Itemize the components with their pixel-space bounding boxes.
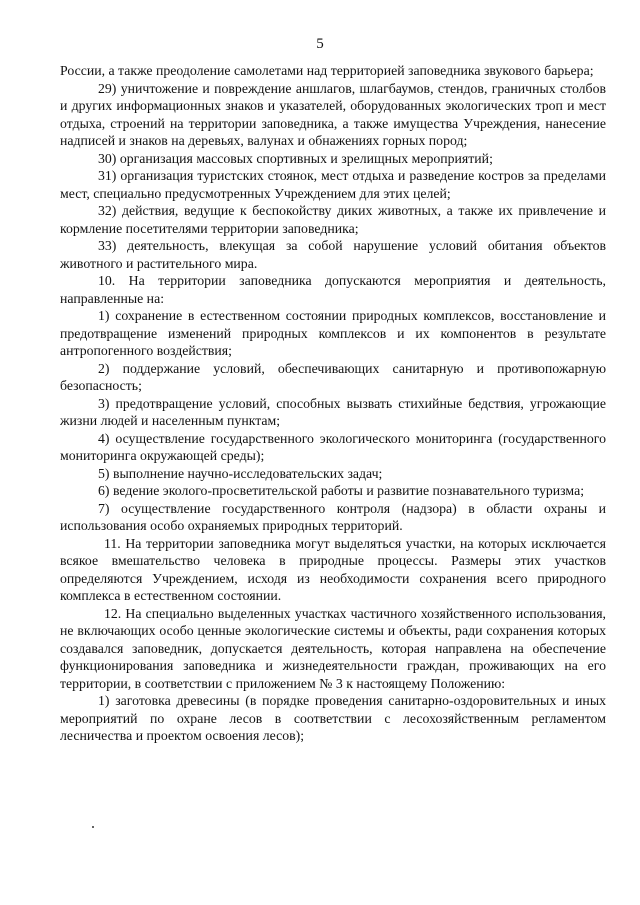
section-10: 10. На территории заповедника допускаются мероприятия и деятельность, направленные на: — [60, 273, 606, 306]
section-10-item-1: 1) сохранение в естественном состоянии природных комплексов, восстановление и предотвращение изменений природных комплексов и их компонентов в результате антропогенного воздействия; — [60, 308, 606, 358]
list-item-32: 32) действия, ведущие к беспокойству диких животных, а также их привлечение и кормление посетителями территории заповедника; — [60, 203, 606, 236]
page-number: 5 — [316, 36, 324, 52]
section-10-item-4: 4) осуществление государственного экологического мониторинга (государственного мониторинга окружающей среды); — [60, 430, 606, 463]
list-item-33: 33) деятельность, влекущая за собой нарушение условий обитания объектов животного и растительного мира. — [60, 238, 606, 271]
section-12: 12. На специально выделенных участках частичного хозяйственного использования, не включающих особо ценные экологические системы и объекты, ради сохранения которых создавался заповедник, допускается деятельность, которая направлена на обеспечение функционирования заповедника и жизнедеятельности граждан, проживающих на его территории, в соответствии с приложением № 3 к настоящему Положению: — [60, 605, 606, 691]
section-10-item-3: 3) предотвращение условий, способных вызвать стихийные бедствия, угрожающие жизни людей и населенным пунктам; — [60, 395, 606, 428]
section-10-item-5: 5) выполнение научно-исследовательских задач; — [98, 465, 383, 481]
section-12-item-1: 1) заготовка древесины (в порядке проведения санитарно-оздоровительных и иных мероприятий по охране лесов в соответствии с лесохозяйственным регламентом лесничества и проектом освоения лесов); — [60, 693, 606, 743]
section-10-item-7: 7) осуществление государственного контроля (надзора) в области охраны и использования особо охраняемых природных территорий. — [60, 500, 606, 533]
document-body — [60, 62, 606, 745]
paragraph-continuation: России, а также преодоление самолетами над территорией заповедника звукового барьера; — [60, 63, 594, 78]
list-item-30: 30) организация массовых спортивных и зрелищных мероприятий; — [98, 150, 493, 166]
scan-speck — [92, 826, 94, 828]
list-item-29: 29) уничтожение и повреждение аншлагов, шлагбаумов, стендов, граничных столбов и других информационных знаков и указателей, оборудованных экологических троп и мест отдыха, строений на территории заповедника, а также имущества Учреждения, нанесение надписей и знаков на деревьях, валунах и обнажениях горных пород; — [60, 80, 606, 148]
list-item-31: 31) организация туристских стоянок, мест отдыха и разведение костров за пределами мест, специально предусмотренных Учреждением для этих целей; — [60, 168, 606, 201]
section-10-item-6: 6) ведение эколого-просветительской работы и развитие познавательного туризма; — [98, 483, 585, 498]
section-10-item-2: 2) поддержание условий, обеспечивающих санитарную и противопожарную безопасность; — [60, 360, 606, 393]
section-11: 11. На территории заповедника могут выделяться участки, на которых исключается всякое вмешательство человека в природные процессы. Размеры этих участков определяются Учреждением, исходя из необходимости сохранения всего природного комплекса в естественном состоянии. — [60, 535, 606, 603]
